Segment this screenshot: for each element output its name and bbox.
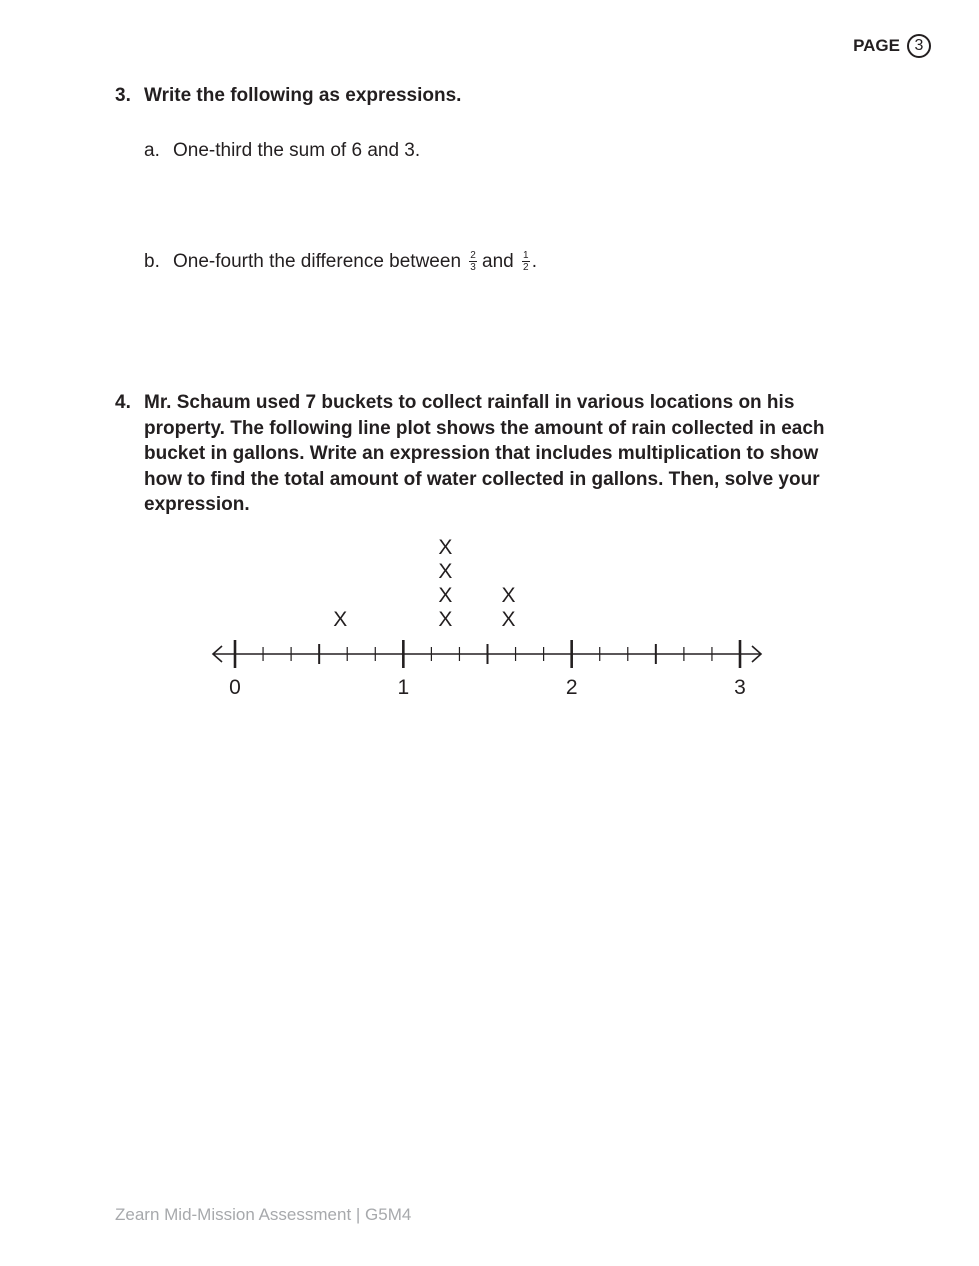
question-3b-letter: b. bbox=[144, 251, 160, 272]
question-3a-letter: a. bbox=[144, 140, 160, 161]
fraction-numerator: 2 bbox=[470, 250, 476, 261]
question-3b-period: . bbox=[531, 251, 537, 272]
question-3-prompt: Write the following as expressions. bbox=[144, 85, 462, 106]
plot-x-mark: X bbox=[438, 560, 453, 583]
question-3-number: 3. bbox=[115, 85, 131, 106]
question-3b-joiner: and bbox=[482, 251, 514, 272]
fraction-denominator: 2 bbox=[522, 262, 529, 273]
tick-label: 0 bbox=[229, 676, 241, 699]
plot-x-mark: X bbox=[501, 608, 516, 631]
page-label: PAGE bbox=[853, 36, 900, 55]
tick-label: 2 bbox=[565, 676, 578, 699]
plot-x-mark: X bbox=[333, 608, 348, 631]
tick-label: 3 bbox=[734, 676, 746, 699]
question-3a-text: One-third the sum of 6 and 3. bbox=[173, 140, 421, 161]
plot-x-mark: X bbox=[438, 536, 453, 559]
plot-x-mark: X bbox=[438, 608, 453, 631]
fraction-numerator: 1 bbox=[522, 250, 529, 261]
fraction-denominator: 3 bbox=[470, 262, 476, 273]
footer: Zearn Mid-Mission Assessment | G5M4 bbox=[115, 1205, 412, 1224]
question-3b-text: One-fourth the difference between bbox=[173, 251, 462, 272]
question-4-number: 4. bbox=[115, 392, 131, 413]
tick-label: 1 bbox=[397, 676, 410, 699]
question-4-prompt: Mr. Schaum used 7 buckets to collect rainfall in various locations on his property. The following line plot shows the amount of rain collected in each bucket in gallons. Write an expression that includes multiplication to show how to find the total amount of water collected in gallons. Then, solve your expression. bbox=[144, 392, 825, 515]
plot-x-mark: X bbox=[501, 584, 516, 607]
plot-x-mark: X bbox=[438, 584, 453, 607]
page-number-badge: 3 bbox=[907, 34, 931, 58]
